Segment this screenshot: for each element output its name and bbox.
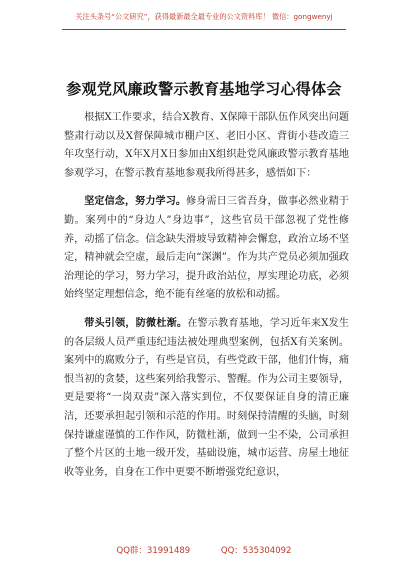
footer-qq: QQ：535304092 <box>220 546 292 556</box>
paragraph-text: 修身需日三省吾身，做事必然业精于勤。案列中的“身边人”身边事”，这些官员干部忽视了党性修养，动摇了信念。信念缺失滑坡导致精神会懈怠，政治立场不坚定，精神就会空虚，最后走向“深渊”。作为共产党员必须加强政治理论的学习，努力学习，提升政治站位，厚实理论功底，必须始终坚定理想信念，绝不能有丝毫的放松和动摇。 <box>64 196 350 301</box>
header-note: 关注头条号“公文研究”，获得最新最全最专业的公文资料库！ 微信：gongwenyj <box>75 12 333 21</box>
document-body <box>64 109 349 492</box>
header-divider <box>62 29 346 30</box>
paragraph-text: 在警示教育基地，学习近年来X发生的各层级人员严重违纪违法被处理典型案例，包括X有关案例。案列中的腐败分子，有些是官员，有些党政干部，他们什悔，痛恨当初的贪婪，这些案列给我警示、警醒。作为公司主要领导，更是要将“一岗双责”深入落实到位，不仅要保证自身的清正廉洁，还要承担起引领和示范的作用。时刻保持清醒的头脑，时刻保持谦虚谨慎的工作作风，防微杜渐，做到一尘不染，公司承担了整个片区的土地一级开发，基础设施，城市运营、房屋土地征收等业务，自身在工作中更要不断增强党纪意识， <box>64 317 350 478</box>
paragraph-heading: 带头引领，防微杜渐。 <box>84 317 188 329</box>
footer-contact <box>0 544 408 556</box>
paragraph-text: 根据X工作要求，结合X教育、X保障干部队伍作风突出问题整肃行动以及X督保障城市棚户区、老旧小区、背街小巷改造三年攻坚行动，X年X月X日参加由X组织赴党风廉政警示教育基地参观学习，在警示教育基地参观我所得甚多，感悟如下： <box>64 112 349 179</box>
footer-qq-group: QQ群：31991489 <box>116 546 191 556</box>
paragraph-intro <box>64 109 349 183</box>
paragraph-faith <box>64 193 349 305</box>
paragraph-lead <box>64 315 349 482</box>
paragraph-heading: 坚定信念，努力学习。 <box>84 196 187 208</box>
document-title: 参观党风廉政警示教育基地学习心得体会 <box>66 80 342 98</box>
